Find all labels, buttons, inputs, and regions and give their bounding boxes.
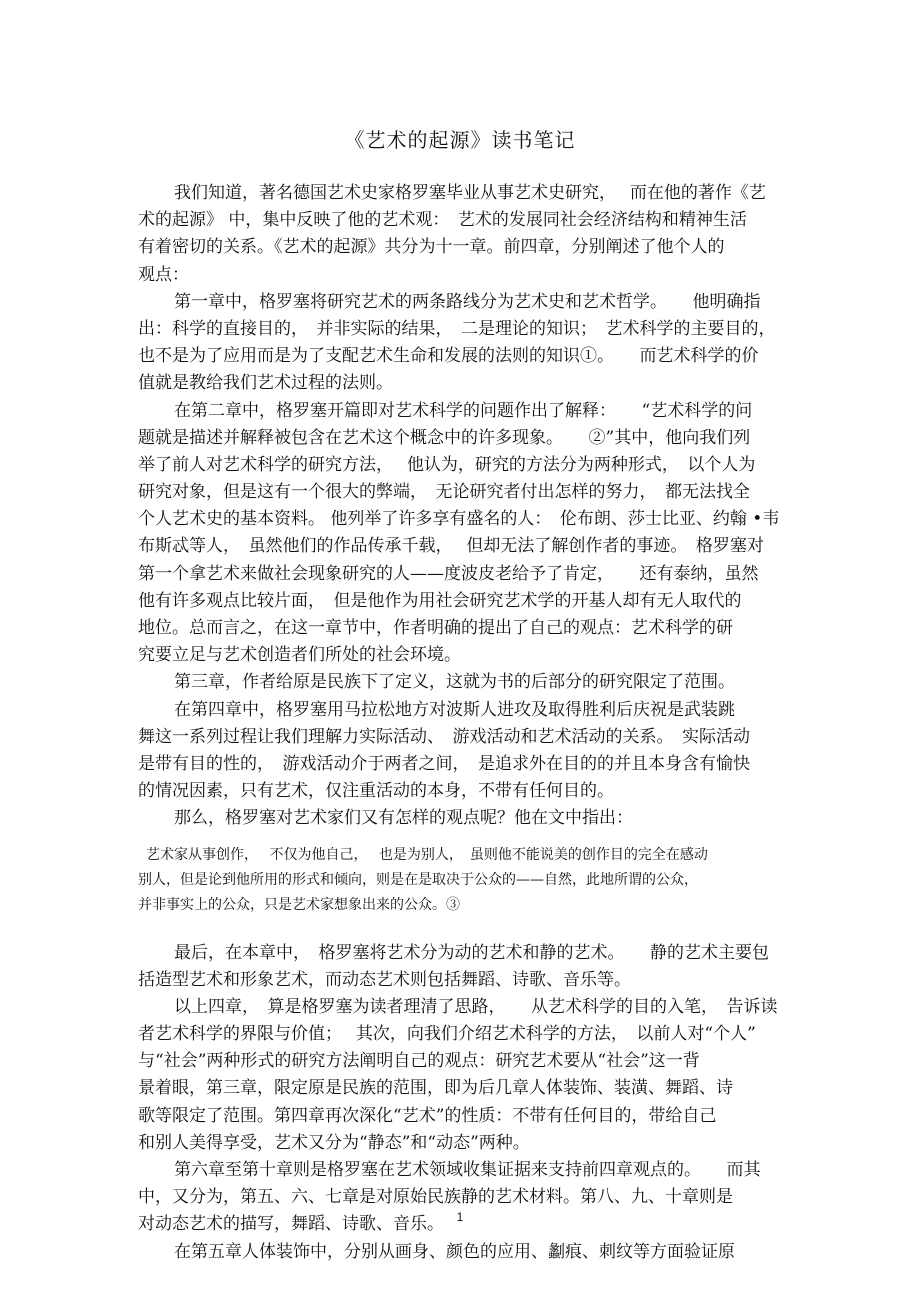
text-line: 歌等限定了范围。第四章再次深化“艺术”的性质：不带有任何目的，带给自己	[138, 1105, 717, 1126]
text-line: 第六章至第十章则是格罗塞在艺术领域收集证据来支持前四章观点的。 而其	[174, 1160, 761, 1180]
document-title: 《艺术的起源》读书笔记	[344, 128, 576, 152]
page-number: 1	[456, 1210, 464, 1224]
quote-line: 艺术家从事创作， 不仅为他自己， 也是为别人， 虽则他不能说美的创作目的完全在感动	[146, 846, 708, 863]
text-line: 有着密切的关系。《艺术的起源》共分为十一章。前四章，分别阐述了他个人的	[138, 237, 725, 258]
text-line: 地位。总而言之，在这一章节中，作者明确的提出了自己的观点：艺术科学的研	[138, 618, 733, 638]
text-line: 的情况因素，只有艺术，仅注重活动的本身，不带有任何目的。	[138, 781, 614, 802]
paragraph-question	[138, 805, 786, 832]
text-line: 值就是教给我们艺术过程的法则。	[138, 373, 393, 394]
paragraph-chapter-three	[138, 669, 786, 696]
paragraph-chapters-six-ten	[138, 1157, 786, 1239]
text-line: 景着眼，第三章，限定原是民族的范围，即为后几章人体装饰、装潢、舞蹈、诗	[138, 1078, 733, 1099]
paragraph-summary	[138, 994, 786, 1157]
text-line: 术的起源》 中，集中反映了他的艺术观： 艺术的发展同社会经济结构和精神生活	[138, 210, 747, 231]
text-line: 是带有目的性的， 游戏活动介于两者之间， 是追求外在目的的并且本身含有愉快	[138, 753, 750, 774]
quote-line: 别人，但是论到他所用的形式和倾向，则是在是取决于公众的——自然，此地所谓的公众，	[138, 871, 698, 888]
text-line: 那么，格罗塞对艺术家们又有怎样的观点呢？他在文中指出：	[174, 808, 633, 829]
text-line: 我们知道，著名德国艺术史家格罗塞毕业从事艺术史研究， 而在他的著作《艺	[174, 183, 766, 203]
quote-line: 并非事实上的公众，只是艺术家想象出来的公众。③	[138, 896, 460, 913]
text-line: 题就是描述并解释被包含在艺术这个概念中的许多现象。 ②”其中，他向我们列	[138, 427, 751, 448]
text-line: 究要立足与艺术创造者们所处的社会环境。	[138, 645, 461, 666]
text-line: 舞这一系列过程让我们理解力实际活动、 游戏活动和艺术活动的关系。 实际活动	[138, 726, 750, 747]
text-line: 出：科学的直接目的， 并非实际的结果， 二是理论的知识； 艺术科学的主要目的，	[138, 318, 776, 339]
text-line: 第三章，作者给原是民族下了定义，这就为书的后部分的研究限定了范围。	[174, 672, 735, 693]
paragraph-intro	[138, 180, 786, 289]
text-line: 在第四章中，格罗塞用马拉松地方对波斯人进攻及取得胜利后庆祝是武装跳	[174, 699, 735, 720]
text-line: 中，又分为，第五、六、七章是对原始民族静的艺术材料。第八、九、十章则是	[138, 1187, 733, 1208]
paragraph-chapter-four	[138, 697, 786, 806]
text-line: 者艺术科学的界限与价值； 其次，向我们介绍艺术科学的方法， 以前人对“个人”	[138, 1024, 756, 1045]
paragraph-chapter-one	[138, 289, 786, 398]
text-line: 在第二章中，格罗塞开篇即对艺术科学的问题作出了解释： “艺术科学的问	[174, 400, 753, 421]
text-line: 与“社会”两种形式的研究方法阐明自己的观点：研究艺术要从“社会”这一背	[138, 1051, 700, 1072]
text-line: 个人艺术史的基本资料。 他列举了许多享有盛名的人： 伦布朗、莎士比亚、约翰 •韦	[138, 509, 780, 530]
text-line: 研究对象，但是这有一个很大的弊端， 无论研究者付出怎样的努力， 都无法找全	[138, 482, 750, 503]
paragraph-chapter-five	[138, 1239, 786, 1266]
text-line: 以上四章， 算是格罗塞为读者理清了思路， 从艺术科学的目的入笔， 告诉读	[174, 996, 778, 1017]
text-line: 最后，在本章中， 格罗塞将艺术分为动的艺术和静的艺术。 静的艺术主要包	[174, 942, 769, 963]
paragraph-chapter-two	[138, 398, 786, 670]
block-quote	[138, 843, 786, 918]
text-line: 观点：	[138, 264, 189, 285]
text-line: 他有许多观点比较片面， 但是他作为用社会研究艺术学的开基人却有无人取代的	[138, 590, 742, 611]
text-line: 也不是为了应用而是为了支配艺术生命和发展的法则的知识①。 而艺术科学的价	[138, 346, 759, 367]
text-line: 在第五章人体装饰中，分别从画身、颜色的应用、劙痕、刺纹等方面验证原	[174, 1241, 735, 1262]
paragraph-conclusion	[138, 940, 786, 994]
text-line: 对动态艺术的描写，舞蹈、诗歌、音乐。	[138, 1214, 444, 1235]
text-line: 第一章中，格罗塞将研究艺术的两条路线分为艺术史和艺术哲学。 他明确指	[174, 291, 761, 312]
text-line: 布斯忒等人， 虽然他们的作品传承千载， 但却无法了解创作者的事迹。 格罗塞对	[138, 536, 764, 557]
text-line: 和别人美得享受，艺术又分为“静态”和“动态”两种。	[138, 1132, 530, 1153]
text-line: 括造型艺术和形象艺术，而动态艺术则包括舞蹈、诗歌、音乐等。	[138, 969, 631, 990]
text-line: 举了前人对艺术科学的研究方法， 他认为，研究的方法分为两种形式， 以个人为	[138, 454, 756, 475]
document-body	[138, 180, 786, 1266]
text-line: 第一个拿艺术来做社会现象研究的人——度波皮老给予了肯定， 还有泰纳，虽然	[138, 563, 759, 584]
